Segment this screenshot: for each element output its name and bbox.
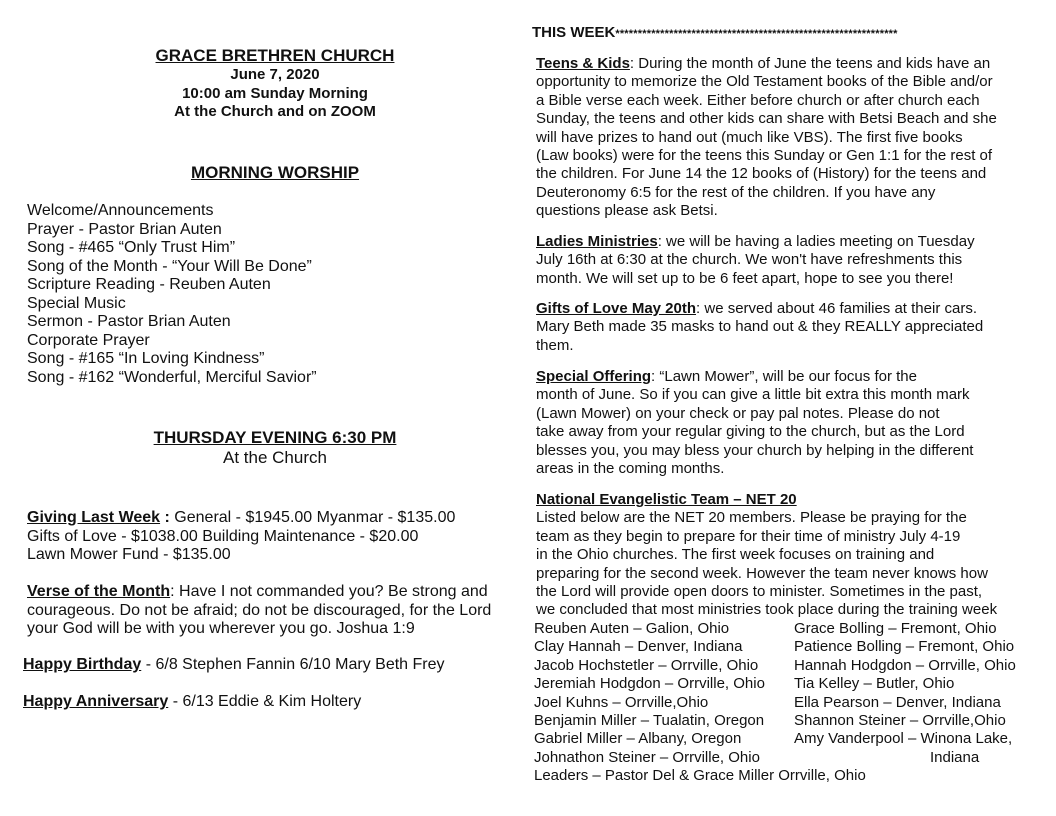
giving-colon: : xyxy=(160,509,170,526)
special-line: areas in the coming months. xyxy=(536,460,725,478)
member-right: Shannon Steiner – Orrville,Ohio xyxy=(794,711,1006,729)
order-of-service xyxy=(27,202,317,387)
service-location: At the Church and on ZOOM xyxy=(174,103,376,120)
thursday-location: At the Church xyxy=(223,448,327,467)
teens-kids-line: Deuteronomy 6:5 for the rest of the children. If you have any xyxy=(536,183,936,201)
teens-kids-line: : During the month of June the teens and kids have an xyxy=(629,55,991,72)
net-line: the Lord will provide open doors to minister. Sometimes in the past, xyxy=(536,583,983,601)
order-item: Prayer - Pastor Brian Auten xyxy=(27,220,222,238)
member-left: Jeremiah Hodgdon – Orrville, Ohio xyxy=(534,675,765,693)
order-item: Scripture Reading - Reuben Auten xyxy=(27,276,271,293)
teens-kids-section xyxy=(536,55,997,221)
special-offering-section xyxy=(536,368,973,478)
order-item: Sermon - Pastor Brian Auten xyxy=(27,313,231,330)
special-line: take away from your regular giving to the church, but as the Lord xyxy=(536,423,965,441)
member-right: Ella Pearson – Denver, Indiana xyxy=(794,693,1001,711)
ladies-line: July 16th at 6:30 at the church. We won't have refreshments this xyxy=(536,251,963,269)
special-line: blesses you, you may bless your church by helping in the different xyxy=(536,441,974,459)
verse-line: courageous. Do not be afraid; do not be discouraged, for the Lord xyxy=(27,601,492,619)
bulletin-header xyxy=(140,46,410,122)
member-left: Jacob Hochstetler – Orrville, Ohio xyxy=(534,656,759,674)
this-week-label: THIS WEEK xyxy=(532,24,616,41)
giving-section xyxy=(27,509,455,565)
anniversary-label: Happy Anniversary xyxy=(23,693,169,710)
order-item: Corporate Prayer xyxy=(27,331,150,349)
gifts-line: Mary Beth made 35 masks to hand out & they REALLY appreciated xyxy=(536,318,984,336)
ladies-ministries-section xyxy=(536,233,975,288)
order-item: Song - #165 “In Loving Kindness” xyxy=(27,350,265,367)
birthday-section xyxy=(23,656,445,675)
net-20-section xyxy=(536,491,997,620)
order-item: Song - #162 “Wonderful, Merciful Savior” xyxy=(27,368,317,386)
member-left: Clay Hannah – Denver, Indiana xyxy=(534,638,743,656)
teens-kids-line: questions please ask Betsi. xyxy=(536,202,718,220)
birthday-text: - 6/8 Stephen Fannin 6/10 Mary Beth Frey xyxy=(141,656,445,673)
morning-worship-heading: MORNING WORSHIP xyxy=(190,163,360,182)
order-item: Song of the Month - “Your Will Be Done” xyxy=(27,257,312,275)
special-offering-label: Special Offering xyxy=(536,368,652,385)
this-week-heading xyxy=(532,24,898,41)
gifts-line: them. xyxy=(536,336,574,354)
ladies-line: month. We will set up to be 6 feet apart, hope to see you there! xyxy=(536,269,954,287)
anniversary-text: - 6/13 Eddie & Kim Holtery xyxy=(168,693,362,710)
birthday-label: Happy Birthday xyxy=(23,656,142,673)
giving-line: General - $1945.00 Myanmar - $135.00 xyxy=(169,509,456,526)
verse-line: : Have I not commanded you? Be strong and xyxy=(170,583,488,600)
teens-kids-line: will have prizes to hand out (much like VBS). The first five books xyxy=(536,128,963,146)
member-right: Tia Kelley – Butler, Ohio xyxy=(794,675,955,693)
thursday-heading: THURSDAY EVENING 6:30 PM xyxy=(153,428,397,447)
special-line: (Lawn Mower) on your check or pay pal notes. Please do not xyxy=(536,404,940,422)
net-line: we concluded that most ministries took place during the training week xyxy=(536,601,998,619)
member-left: Gabriel Miller – Albany, Oregon xyxy=(534,730,742,748)
thursday-service xyxy=(110,428,440,468)
member-left: Leaders – Pastor Del & Grace Miller Orrville, Ohio xyxy=(534,767,866,785)
giving-line: Gifts of Love - $1038.00 Building Maintenance - $20.00 xyxy=(27,527,419,545)
member-right: Hannah Hodgdon – Orrville, Ohio xyxy=(794,656,1016,674)
teens-kids-line: a Bible verse each week. Either before church or after church each xyxy=(536,91,980,109)
member-left: Reuben Auten – Galion, Ohio xyxy=(534,620,730,637)
teens-kids-line: the children. For June 14 the 12 books of (History) for the teens and xyxy=(536,165,987,183)
church-name: GRACE BRETHREN CHURCH xyxy=(155,46,395,65)
member-left: Johnathon Steiner – Orrville, Ohio xyxy=(534,748,760,766)
verse-label: Verse of the Month xyxy=(27,583,171,600)
member-right: Indiana xyxy=(930,748,980,766)
net-line: preparing for the second week. However the team never knows how xyxy=(536,564,988,582)
this-week-stars: *************************************************************** xyxy=(615,28,898,40)
teens-kids-line: opportunity to memorize the Old Testament books of the Bible and/or xyxy=(536,73,993,91)
net-20-label: National Evangelistic Team – NET 20 xyxy=(536,491,797,508)
service-time: 10:00 am Sunday Morning xyxy=(182,84,368,102)
member-left: Joel Kuhns – Orrville,Ohio xyxy=(534,693,709,711)
order-item: Special Music xyxy=(27,294,126,312)
member-right: Amy Vanderpool – Winona Lake, xyxy=(794,730,1013,748)
teens-kids-label: Teens & Kids xyxy=(536,55,630,72)
ladies-ministries-label: Ladies Ministries xyxy=(536,233,658,250)
giving-line: Lawn Mower Fund - $135.00 xyxy=(27,546,231,563)
net-line: in the Ohio churches. The first week focuses on training and xyxy=(536,546,935,564)
verse-line: your God will be with you wherever you go. Joshua 1:9 xyxy=(27,620,415,637)
gifts-line: : we served about 46 families at their cars. xyxy=(696,300,977,317)
order-item: Song - #465 “Only Trust Him” xyxy=(27,239,236,256)
net-line: Listed below are the NET 20 members. Please be praying for the xyxy=(536,509,967,527)
member-left: Benjamin Miller – Tualatin, Oregon xyxy=(534,711,765,729)
anniversary-section xyxy=(23,693,361,712)
net-line: team as they begin to prepare for their time of ministry July 4-19 xyxy=(536,527,961,545)
teens-kids-line: Sunday, the teens and other kids can share with Betsi Beach and she xyxy=(536,110,997,128)
verse-section xyxy=(27,583,491,639)
special-line: month of June. So if you can give a little bit extra this month mark xyxy=(536,386,970,404)
teens-kids-line: (Law books) were for the teens this Sunday or Gen 1:1 for the rest of xyxy=(536,147,993,165)
order-item: Welcome/Announcements xyxy=(27,202,214,219)
giving-label: Giving Last Week xyxy=(27,509,161,526)
member-right: Grace Bolling – Fremont, Ohio xyxy=(794,620,997,637)
gifts-of-love-section xyxy=(536,300,983,355)
member-right: Patience Bolling – Fremont, Ohio xyxy=(794,638,1015,656)
ladies-line: : we will be having a ladies meeting on Tuesday xyxy=(657,233,975,250)
gifts-of-love-label: Gifts of Love May 20th xyxy=(536,300,697,317)
service-date: June 7, 2020 xyxy=(230,66,320,83)
special-line: : “Lawn Mower”, will be our focus for the xyxy=(651,368,917,385)
